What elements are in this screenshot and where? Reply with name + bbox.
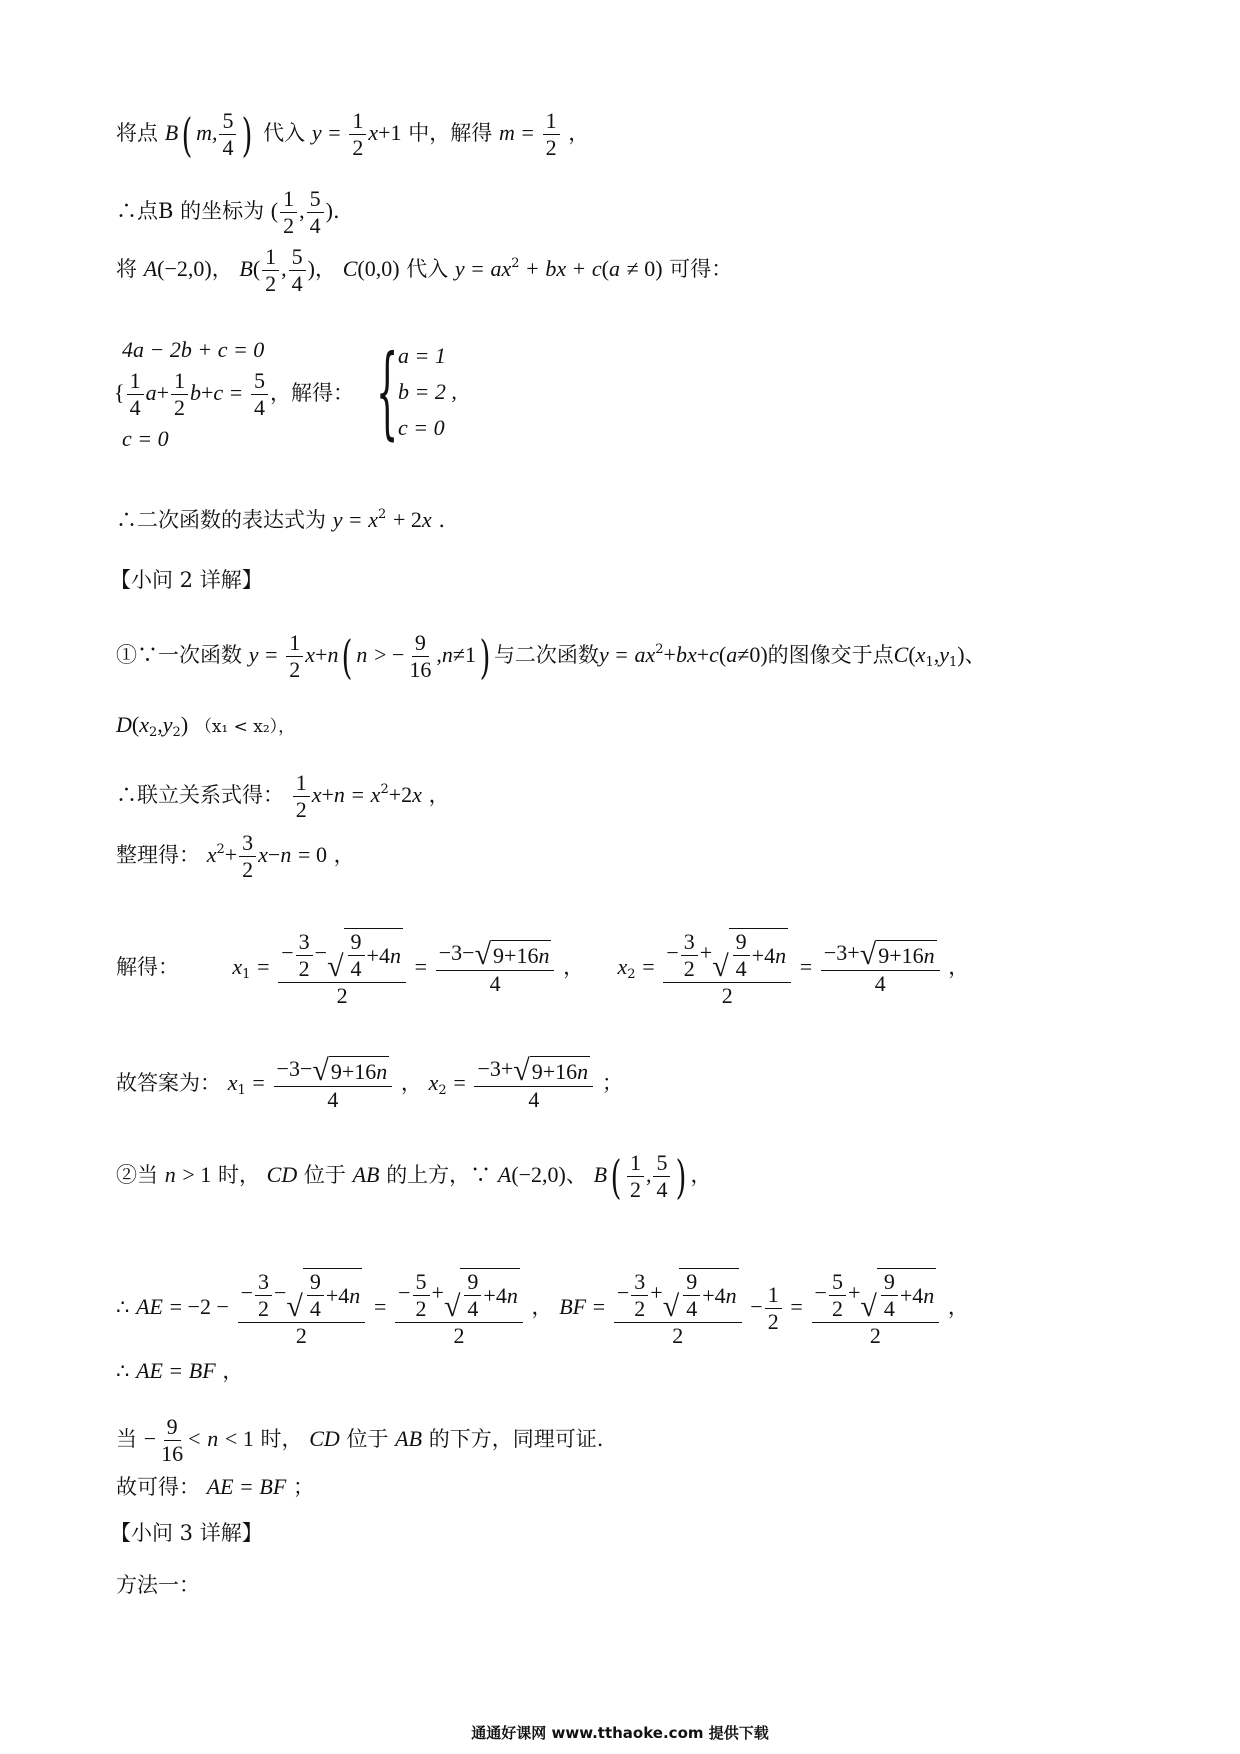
line-ae-bf-lengths: ∴ AE = −2 − − $\frac{3}{2}$ − √ $\frac{9}{4}$ +4 n 2 = − $\frac{5}{2}$ + √ $\frac{9}{4}$ +4 n 2 ， BF = − $\frac{3}{2}$ + √ $\frac{9}{4}$ +4 n 2 − $\frac{1}{2}$ = − $\frac{5}{2}$ + √ $\frac{9}{4}$ +4 n 2 ， — [116, 1268, 969, 1348]
heading-question-3: 【小问 3 详解】 — [110, 1521, 263, 1545]
equation-system-left: 4a − 2b + c = 0 { $\frac{1}{4}$ a+ $\frac{1}{2}$ b+c = $\frac{5}{4}$ ，解得： c = 0 — [114, 337, 354, 451]
line-quadratic-expression: ∴二次函数的表达式为 $y = x^2 + 2x$ . — [116, 507, 446, 532]
line-ae-equals-bf: ∴ AE = BF ， — [116, 1358, 244, 1383]
equation-system-solution: { a = 1 b = 2 , c = 0 — [376, 333, 457, 450]
line-substitute-points: 将 A(−2,0)， B( $\frac{1}{2}$ , $\frac{5}{4}$ )， C(0,0) 代入 $y = ax^2$ + bx + c(a ≠ 0) 可得： — [116, 244, 733, 296]
line-linear-intersects-quadratic: ①∵一次函数 y = $\frac{1}{2}$ x+n( n > − $\frac{9}{16}$ ,n≠1) 与二次函数$y = ax^2+bx+c(a\ne 0)$的图像交于点$C(x_1,y_1)$、 — [116, 629, 986, 684]
line-method-one: 方法一： — [116, 1573, 200, 1597]
line-point-b-coordinates: ∴点B 的坐标为 ( $\frac{1}{2}$ , $\frac{5}{4}$ ). — [116, 186, 340, 238]
line-point-d: $D(x_2,y_2) (x_1 < x_2)$， — [116, 712, 296, 740]
line-rearrange: 整理得： $x^2+$ $\frac{3}{2}$ x−n = 0 ， — [116, 830, 355, 882]
line-case-n-less-1: 当 − $\frac{9}{16}$ < n < 1 时， CD 位于 AB 的下方，同理可证. — [116, 1414, 604, 1466]
line-conclusion: 故可得： AE = BF ； — [116, 1474, 314, 1499]
line-solve-roots: 解得： $x_1$ = − $\frac{3}{2}$ − √ $\frac{9}{4}$ +4 n 2 = −3− √ 9+16 n 4 ， $x_2$ = − $\frac{3}{2}$ + √ $\frac{9}{4}$ +4 n 2 = −3+ √ 9+16 n 4 ， — [116, 928, 970, 1008]
page-footer: 通通好课网 www.tthaoke.com 提供下载 — [471, 1724, 769, 1742]
line-point-b-substitution: 将点 B( m, $\frac{5}{4}$ ) 代入 y = $\frac{1}{2}$ x+1 中，解得 m = $\frac{1}{2}$ ， — [116, 107, 590, 162]
line-answer: 故答案为： $x_1$ = −3− √ 9+16 n 4 ， $x_2$ = −3+ √ 9+16 n 4 ； — [116, 1054, 623, 1112]
heading-question-2: 【小问 2 详解】 — [110, 568, 263, 592]
line-case-n-greater-1: ②当 n > 1 时， CD 位于 AB 的上方，∵ A(−2,0)、 B( $\frac{1}{2}$ , $\frac{5}{4}$ ) ， — [116, 1149, 712, 1204]
line-combine-equations: ∴联立关系式得： $\frac{1}{2}$ $x+n = x^2+2x$ ， — [116, 770, 450, 822]
